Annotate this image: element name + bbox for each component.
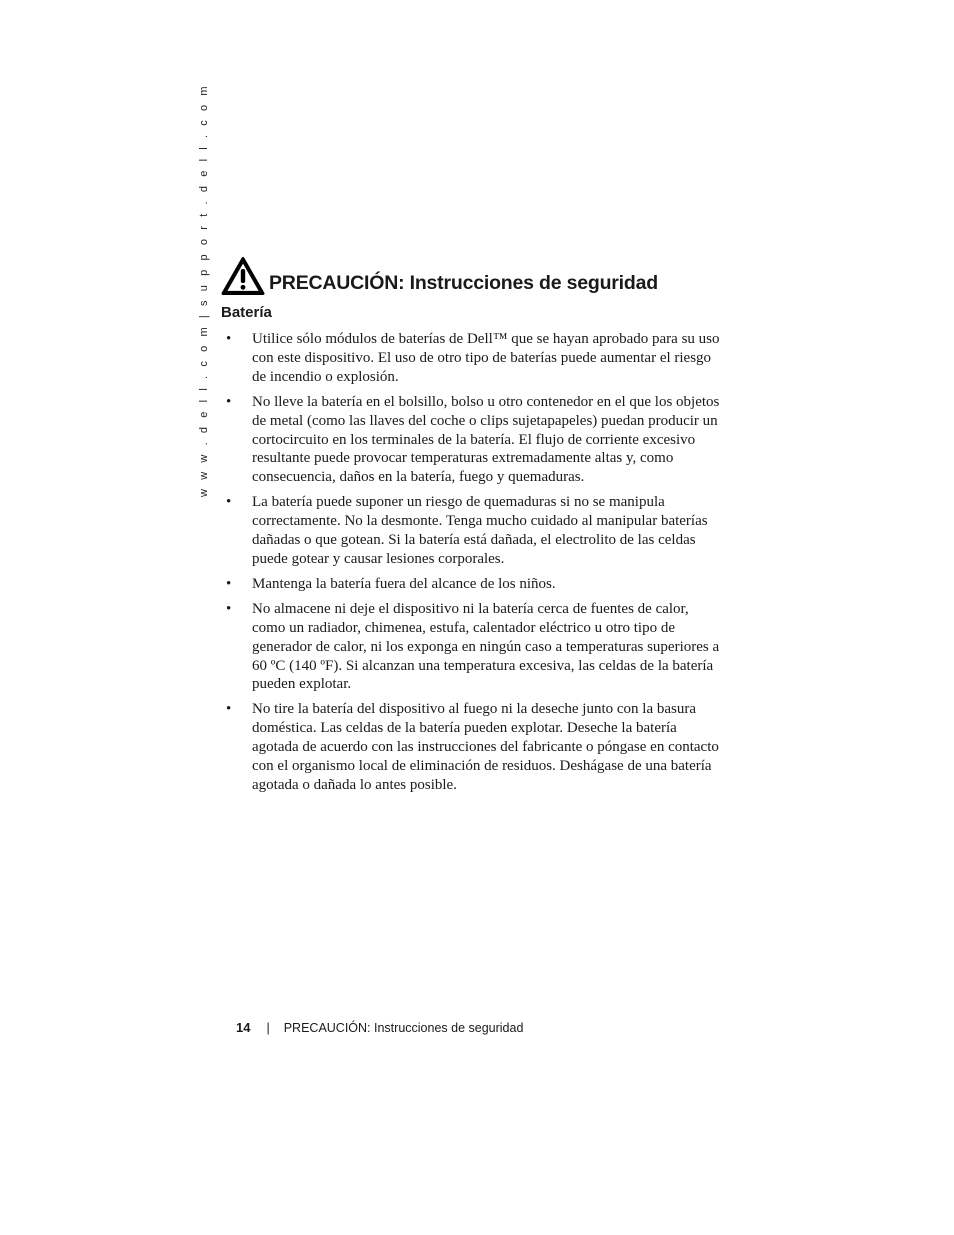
list-item (221, 330, 721, 387)
warning-triangle-icon (221, 256, 265, 296)
bullet-list (221, 330, 721, 801)
footer-running-title: PRECAUCIÓN: Instrucciones de seguridad (283, 1020, 524, 1035)
bullet-icon: • (226, 494, 232, 511)
list-item-text: La batería puede suponer un riesgo de quemaduras si no se manipula correctamente. No la desmonte. Tenga mucho cuidado al manipular baterías dañadas o que gotean. Si la batería está dañada, el electrolito de las celdas puede gotear y causar lesiones corporales. (252, 494, 708, 567)
page-title: PRECAUCIÓN: Instrucciones de seguridad (269, 272, 658, 294)
list-item (221, 575, 721, 594)
list-item (221, 700, 721, 795)
page-number: 14 (236, 1020, 251, 1035)
list-item-text: Utilice sólo módulos de baterías de Dell™ que se hayan aprobado para su uso con este dispositivo. El uso de otro tipo de baterías puede aumentar el riesgo de incendio o explosión. (252, 331, 720, 385)
bullet-icon: • (226, 600, 232, 617)
side-url-text: w w w . d e l l . c o m | s u p p o r t . d e l l . c o m (198, 83, 210, 497)
list-item (221, 493, 721, 569)
list-item (221, 600, 721, 695)
list-item (221, 393, 721, 488)
list-item-text: No tire la batería del dispositivo al fuego ni la deseche junto con la basura doméstica. Las celdas de la batería pueden explotar. Deseche la batería agotada de acuerdo con las instrucciones del fabricante o póngase en contacto con el organismo local de eliminación de residuos. Deshágase de una batería agotada o dañada lo antes posible. (252, 701, 719, 793)
list-item-text: No almacene ni deje el dispositivo ni la batería cerca de fuentes de calor, como un radiador, chimenea, estufa, calentador eléctrico u otro tipo de generador de calor, ni los exponga en ningún caso a temperaturas superiores a 60 ºC (140 ºF). Si alcanzan una temperatura excesiva, las celdas de la batería pueden explotar. (252, 600, 720, 693)
page-header (221, 254, 658, 296)
bullet-icon: • (226, 575, 232, 592)
section-heading: Batería (221, 304, 272, 321)
list-item-text: No lleve la batería en el bolsillo, bolso u otro contenedor en el que los objetos de metal (como las llaves del coche o clips sujetapapeles) puedan producir un cortocircuito en los terminales de la batería. El flujo de corriente excesivo resultante puede provocar temperaturas extremadamente altas y, como consecuencia, daños en la batería, fuego y quemaduras. (252, 393, 720, 486)
bullet-icon: • (226, 331, 232, 347)
page-footer (236, 1020, 523, 1035)
bullet-icon: • (226, 393, 232, 410)
footer-separator: | (266, 1020, 270, 1035)
list-item-text: Mantenga la batería fuera del alcance de los niños. (252, 575, 556, 592)
bullet-icon: • (226, 701, 232, 718)
